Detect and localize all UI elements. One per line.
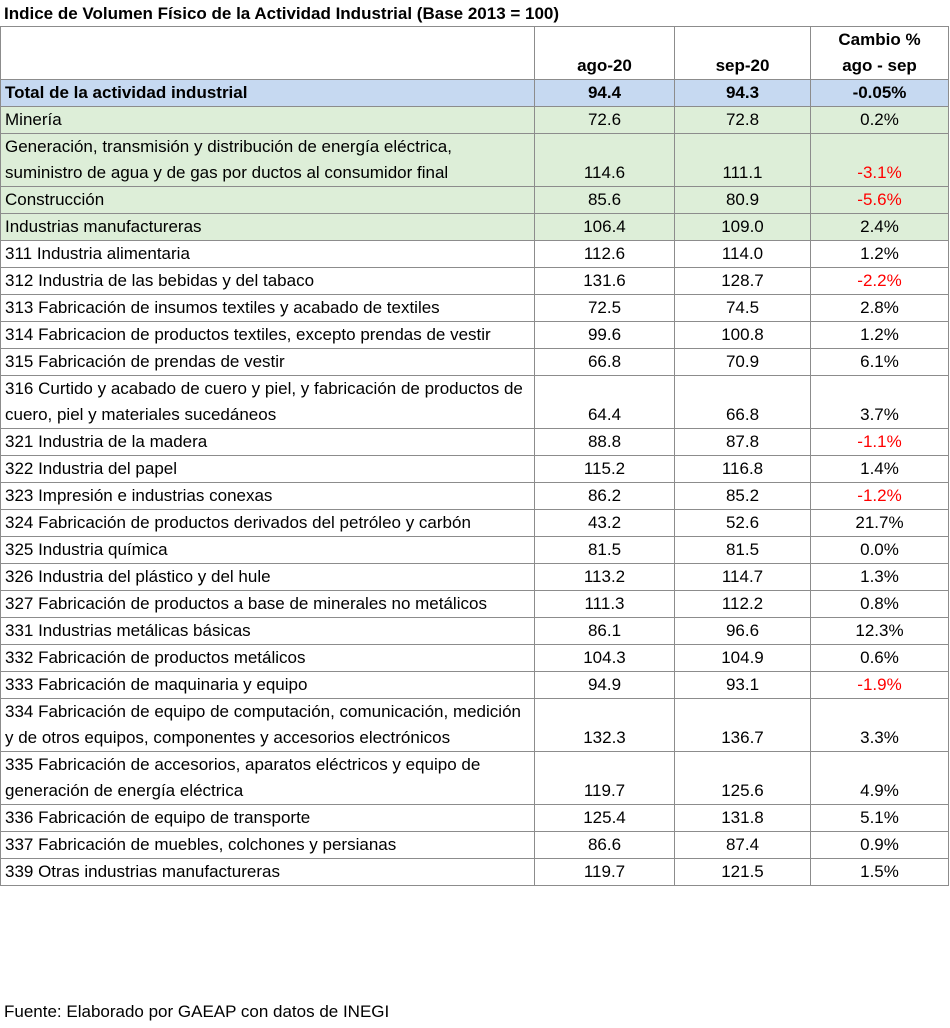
row-value-change: -5.6%	[811, 187, 949, 214]
row-label: 332 Fabricación de productos metálicos	[1, 645, 535, 672]
row-value-change: -1.9%	[811, 672, 949, 699]
row-label: Generación, transmisión y distribución de energía eléctrica, suministro de agua y de gas por ductos al consumidor final	[1, 134, 535, 187]
table-title: Indice de Volumen Físico de la Actividad Industrial (Base 2013 = 100)	[4, 4, 560, 23]
table-row	[1, 80, 949, 107]
table-row	[1, 134, 949, 187]
row-value-aug: 94.9	[535, 672, 675, 699]
table-row	[1, 349, 949, 376]
row-value-sep: 114.7	[675, 564, 811, 591]
row-value-change: -1.2%	[811, 483, 949, 510]
row-value-change: 4.9%	[811, 752, 949, 805]
row-value-change: 21.7%	[811, 510, 949, 537]
header-aug: ago-20	[535, 27, 675, 80]
row-value-change: 3.7%	[811, 376, 949, 429]
row-label: 324 Fabricación de productos derivados del petróleo y carbón	[1, 510, 535, 537]
row-value-sep: 100.8	[675, 322, 811, 349]
row-label: 313 Fabricación de insumos textiles y acabado de textiles	[1, 295, 535, 322]
row-value-sep: 80.9	[675, 187, 811, 214]
table-row	[1, 429, 949, 456]
row-value-change: 1.3%	[811, 564, 949, 591]
table-row	[1, 187, 949, 214]
row-value-aug: 72.5	[535, 295, 675, 322]
row-value-aug: 66.8	[535, 349, 675, 376]
header-change	[811, 27, 949, 80]
row-value-sep: 136.7	[675, 699, 811, 752]
table-row	[1, 832, 949, 859]
row-value-aug: 114.6	[535, 134, 675, 187]
table-row	[1, 295, 949, 322]
row-value-sep: 94.3	[675, 80, 811, 107]
row-value-change: 1.5%	[811, 859, 949, 886]
source-note: Fuente: Elaborado por GAEAP con datos de INEGI	[4, 1002, 390, 1021]
industrial-index-table	[0, 26, 949, 886]
row-value-aug: 119.7	[535, 752, 675, 805]
header-change-line1: Cambio %	[838, 30, 921, 49]
row-value-sep: 112.2	[675, 591, 811, 618]
row-value-change: 1.2%	[811, 241, 949, 268]
row-value-change: -3.1%	[811, 134, 949, 187]
row-value-aug: 81.5	[535, 537, 675, 564]
row-value-aug: 43.2	[535, 510, 675, 537]
row-value-sep: 131.8	[675, 805, 811, 832]
row-value-change: 1.4%	[811, 456, 949, 483]
table-row	[1, 510, 949, 537]
row-value-sep: 111.1	[675, 134, 811, 187]
row-value-change: 3.3%	[811, 699, 949, 752]
row-value-sep: 121.5	[675, 859, 811, 886]
row-label: Industrias manufactureras	[1, 214, 535, 241]
table-row	[1, 483, 949, 510]
row-value-aug: 86.2	[535, 483, 675, 510]
row-value-sep: 116.8	[675, 456, 811, 483]
table-row	[1, 591, 949, 618]
header-sep: sep-20	[675, 27, 811, 80]
row-value-change: 1.2%	[811, 322, 949, 349]
row-label: 311 Industria alimentaria	[1, 241, 535, 268]
row-value-aug: 111.3	[535, 591, 675, 618]
row-value-sep: 125.6	[675, 752, 811, 805]
row-label: 333 Fabricación de maquinaria y equipo	[1, 672, 535, 699]
table-row	[1, 564, 949, 591]
header-row	[1, 27, 949, 80]
header-label	[1, 27, 535, 80]
row-label: 322 Industria del papel	[1, 456, 535, 483]
row-value-sep: 87.4	[675, 832, 811, 859]
row-label: 334 Fabricación de equipo de computación, comunicación, medición y de otros equipos, componentes y accesorios electrónicos	[1, 699, 535, 752]
row-label: 327 Fabricación de productos a base de minerales no metálicos	[1, 591, 535, 618]
row-value-sep: 104.9	[675, 645, 811, 672]
table-row	[1, 618, 949, 645]
row-label: 339 Otras industrias manufactureras	[1, 859, 535, 886]
table-row	[1, 805, 949, 832]
row-value-change: -2.2%	[811, 268, 949, 295]
row-value-sep: 96.6	[675, 618, 811, 645]
row-value-aug: 86.1	[535, 618, 675, 645]
row-label: 337 Fabricación de muebles, colchones y persianas	[1, 832, 535, 859]
table-row	[1, 107, 949, 134]
row-value-sep: 70.9	[675, 349, 811, 376]
row-value-change: 2.8%	[811, 295, 949, 322]
table-row	[1, 268, 949, 295]
row-value-change: 6.1%	[811, 349, 949, 376]
row-value-aug: 125.4	[535, 805, 675, 832]
table-row	[1, 241, 949, 268]
row-value-change: 0.6%	[811, 645, 949, 672]
row-label: 336 Fabricación de equipo de transporte	[1, 805, 535, 832]
row-value-aug: 106.4	[535, 214, 675, 241]
table-row	[1, 376, 949, 429]
row-value-sep: 85.2	[675, 483, 811, 510]
row-value-change: 0.2%	[811, 107, 949, 134]
row-value-sep: 128.7	[675, 268, 811, 295]
row-value-sep: 72.8	[675, 107, 811, 134]
row-value-aug: 64.4	[535, 376, 675, 429]
row-label: Total de la actividad industrial	[1, 80, 535, 107]
row-value-aug: 131.6	[535, 268, 675, 295]
row-value-aug: 113.2	[535, 564, 675, 591]
row-value-sep: 114.0	[675, 241, 811, 268]
row-value-sep: 93.1	[675, 672, 811, 699]
row-label: 316 Curtido y acabado de cuero y piel, y fabricación de productos de cuero, piel y materiales sucedáneos	[1, 376, 535, 429]
row-value-sep: 109.0	[675, 214, 811, 241]
table-body	[1, 80, 949, 886]
row-value-aug: 115.2	[535, 456, 675, 483]
row-label: 331 Industrias metálicas básicas	[1, 618, 535, 645]
row-value-change: -1.1%	[811, 429, 949, 456]
row-label: 335 Fabricación de accesorios, aparatos eléctricos y equipo de generación de energía eléctrica	[1, 752, 535, 805]
row-value-aug: 85.6	[535, 187, 675, 214]
row-label: 321 Industria de la madera	[1, 429, 535, 456]
row-label: 323 Impresión e industrias conexas	[1, 483, 535, 510]
row-value-change: 0.0%	[811, 537, 949, 564]
table-row	[1, 699, 949, 752]
row-value-change: 5.1%	[811, 805, 949, 832]
row-value-sep: 52.6	[675, 510, 811, 537]
row-value-change: -0.05%	[811, 80, 949, 107]
row-label: 312 Industria de las bebidas y del tabaco	[1, 268, 535, 295]
row-value-change: 2.4%	[811, 214, 949, 241]
table-row	[1, 645, 949, 672]
row-value-sep: 66.8	[675, 376, 811, 429]
row-value-sep: 87.8	[675, 429, 811, 456]
row-value-aug: 99.6	[535, 322, 675, 349]
table-row	[1, 859, 949, 886]
row-value-change: 0.9%	[811, 832, 949, 859]
row-value-aug: 88.8	[535, 429, 675, 456]
row-value-sep: 74.5	[675, 295, 811, 322]
row-label: Minería	[1, 107, 535, 134]
table-row	[1, 322, 949, 349]
row-value-aug: 86.6	[535, 832, 675, 859]
row-label: 326 Industria del plástico y del hule	[1, 564, 535, 591]
table-row	[1, 456, 949, 483]
row-label: 315 Fabricación de prendas de vestir	[1, 349, 535, 376]
row-value-change: 0.8%	[811, 591, 949, 618]
row-value-aug: 104.3	[535, 645, 675, 672]
header-change-line2: ago - sep	[842, 56, 917, 75]
row-value-aug: 119.7	[535, 859, 675, 886]
row-value-aug: 72.6	[535, 107, 675, 134]
row-label: 314 Fabricacion de productos textiles, excepto prendas de vestir	[1, 322, 535, 349]
table-row	[1, 214, 949, 241]
row-value-change: 12.3%	[811, 618, 949, 645]
table-row	[1, 752, 949, 805]
row-value-sep: 81.5	[675, 537, 811, 564]
table-row	[1, 672, 949, 699]
row-value-aug: 132.3	[535, 699, 675, 752]
row-label: 325 Industria química	[1, 537, 535, 564]
table-row	[1, 537, 949, 564]
row-value-aug: 94.4	[535, 80, 675, 107]
row-label: Construcción	[1, 187, 535, 214]
row-value-aug: 112.6	[535, 241, 675, 268]
